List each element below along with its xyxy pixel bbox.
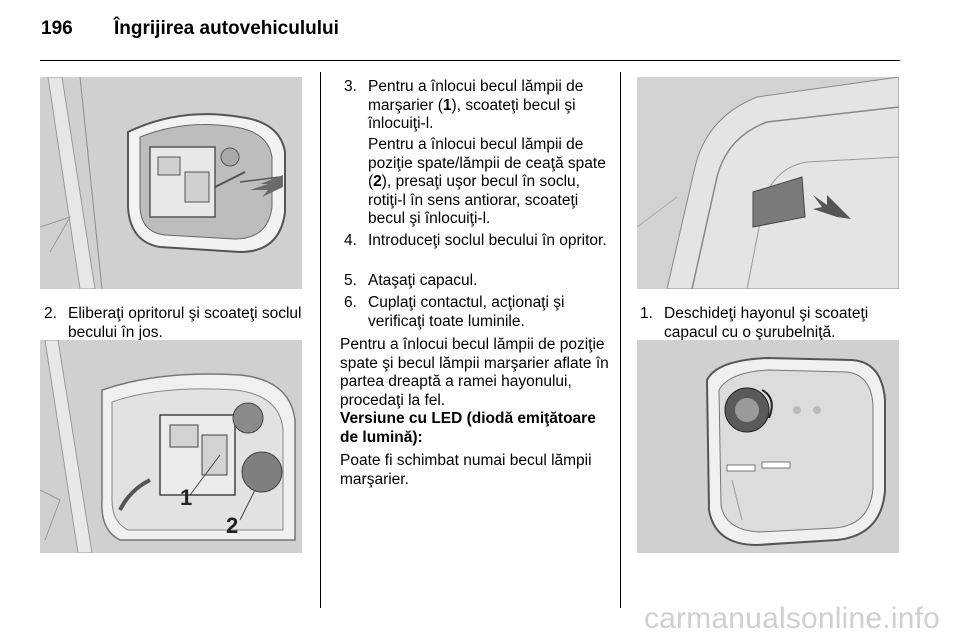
step-number: 6. (344, 294, 357, 311)
step-number: 1. (640, 305, 653, 322)
step-text: Deschideţi hayonul şi scoateţi capacul cu o şurubelniţă. (664, 305, 869, 341)
column-divider-left (320, 72, 321, 608)
step-text: Ataşaţi capacul. (368, 272, 478, 289)
page-number: 196 (41, 18, 73, 39)
step-4 (344, 232, 608, 251)
step-6 (344, 294, 608, 331)
step-text: Cuplaţi contactul, acţionaţi şi verificaţi toate luminile. (368, 294, 565, 330)
illustration-bulb-socket (40, 340, 302, 553)
illustration-lamp-holder-arrow (40, 77, 302, 289)
step-3 (344, 78, 608, 134)
step-text: Pentru a înlocui becul lămpii de marşarier (1), scoateţi becul şi înlocuiţi-l. (368, 78, 584, 132)
step-text: Eliberaţi opritorul şi scoateţi soclul becului în jos. (68, 305, 302, 341)
header-rule (40, 60, 900, 61)
column-divider-right (620, 72, 621, 608)
step-1 (640, 305, 902, 342)
led-heading: Versiune cu LED (diodă emiţătoare de lumină): (340, 410, 596, 446)
step-2 (44, 305, 312, 342)
step-number: 3. (344, 78, 357, 95)
step-number: 2. (44, 305, 57, 322)
paragraph-right-side: Pentru a înlocui becul lămpii de poziţie spate şi becul lămpii marşarier aflate în partea dreaptă a ramei hayonului, procedaţi la fel. (340, 336, 609, 409)
step-number: 5. (344, 272, 357, 289)
led-text: Poate fi schimbat numai becul lămpii marşarier. (340, 452, 592, 488)
step-5 (344, 272, 608, 291)
step-text: Introduceţi soclul becului în opritor. (368, 232, 607, 249)
watermark: carmanualsonline.info (643, 602, 940, 635)
callout-1: 1 (180, 485, 193, 510)
step-3-continuation: Pentru a înlocui becul lămpii de poziţie spate/lămpii de ceaţă spate (2), presaţi uşor becul în soclu, rotiţi-l în sens antiorar, scoateţi becul şi înlocuiţi-l. (368, 136, 606, 227)
page-title: Îngrijirea autovehiculului (114, 18, 339, 39)
illustration-lamp-unit (637, 340, 899, 553)
step-number: 4. (344, 232, 357, 249)
illustration-tailgate-cover (637, 77, 899, 289)
callout-2: 2 (226, 513, 239, 538)
